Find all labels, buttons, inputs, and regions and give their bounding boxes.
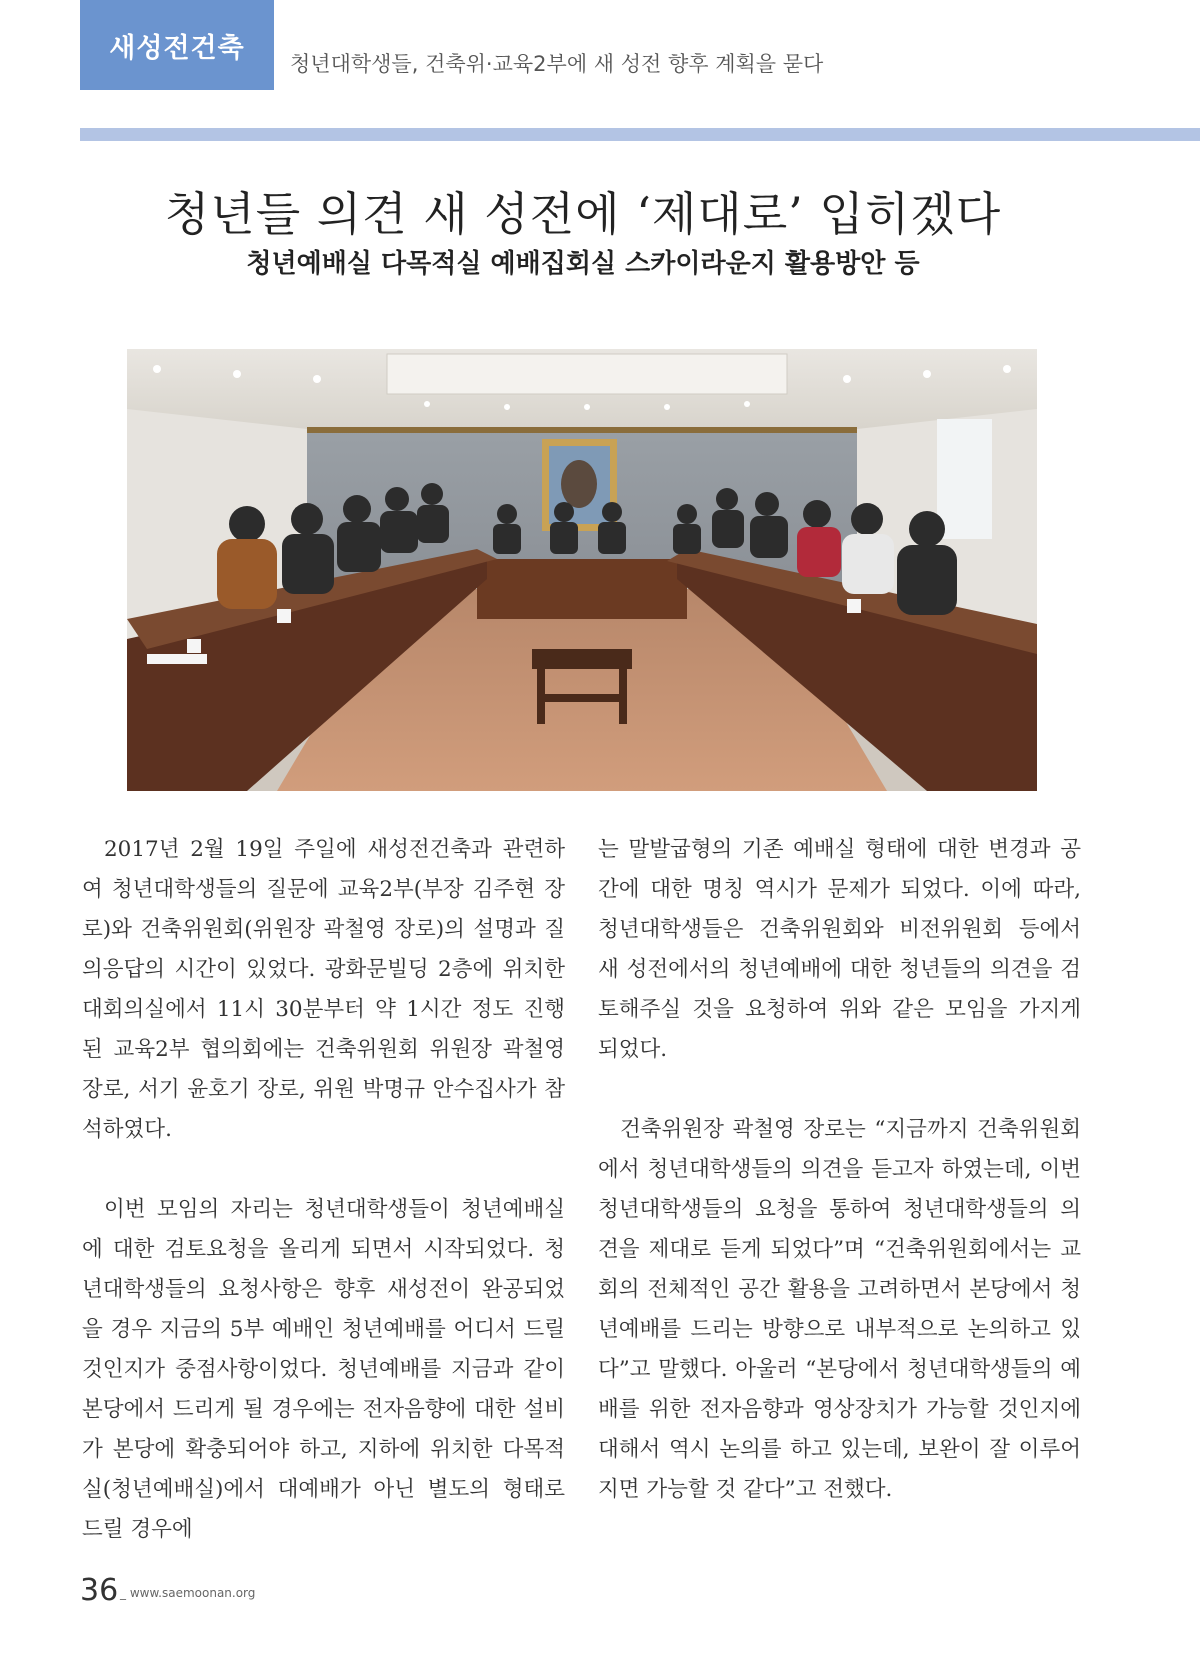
paragraph: 는 말발굽형의 기존 예배실 형태에 대한 변경과 공간에 대한 명칭 역시가 문제가 되었다. 이에 따라, 청년대학생들은 건축위원회와 비전위원회 등에서 새 성전에서의 청년예배에 대한 청년들의 의견을 검토해주실 것을 요청하여 위와 같은 모임을 가지게 되었다.	[598, 837, 1081, 1062]
meeting-room-photo	[127, 349, 1037, 791]
article-subheadline: 청년예배실 다목적실 예배집회실 스카이라운지 활용방안 등	[246, 249, 920, 279]
article-column-left	[82, 830, 565, 1550]
header-rule	[80, 128, 1200, 141]
article-headline: 청년들 의견 새 성전에 ‘제대로’ 입히겠다	[164, 187, 1002, 241]
page-number: 36	[80, 1573, 119, 1608]
paragraph: 이번 모임의 자리는 청년대학생들이 청년예배실에 대한 검토요청을 올리게 되면서 시작되었다. 청년대학생들의 요청사항은 향후 새성전이 완공되었을 경우 지금의 5부 예배인 청년예배를 어디서 드릴 것인지가 중점사항이었다. 청년예배를 지금과 같이 본당에서 드리게 될 경우에는 전자음향에 대한 설비가 본당에 확충되어야 하고, 지하에 위치한 다목적실(청년예배실)에서 대예배가 아닌 별도의 형태로 드릴 경우에	[82, 1197, 565, 1542]
paragraph: 건축위원장 곽철영 장로는 “지금까지 건축위원회에서 청년대학생들의 의견을 듣고자 하였는데, 이번 청년대학생들의 요청을 통하여 청년대학생들의 의견을 제대로 듣게 되었다”며 “건축위원회에서는 교회의 전체적인 공간 활용을 고려하면서 본당에서 청년예배를 드리는 방향으로 내부적으로 논의하고 있다”고 말했다. 아울러 “본당에서 청년대학생들의 예배를 위한 전자음향과 영상장치가 가능할 것인지에 대해서 역시 논의를 하고 있는데, 보완이 잘 이루어지면 가능할 것 같다”고 전했다.	[598, 1117, 1081, 1502]
header-subtitle: 청년대학생들, 건축위·교육2부에 새 성전 향후 계획을 묻다	[290, 52, 824, 76]
footer-url: _ www.saemoonan.org	[120, 1586, 256, 1600]
section-tab: 새성전건축	[80, 0, 274, 90]
article-column-right	[598, 830, 1081, 1510]
paragraph: 2017년 2월 19일 주일에 새성전건축과 관련하여 청년대학생들의 질문에 교육2부(부장 김주현 장로)와 건축위원회(위원장 곽철영 장로)의 설명과 질의응답의 시간이 있었다. 광화문빌딩 2층에 위치한 대회의실에서 11시 30분부터 약 1시간 정도 진행된 교육2부 협의회에는 건축위원회 위원장 곽철영 장로, 서기 윤호기 장로, 위원 박명규 안수집사가 참석하였다.	[82, 837, 565, 1142]
